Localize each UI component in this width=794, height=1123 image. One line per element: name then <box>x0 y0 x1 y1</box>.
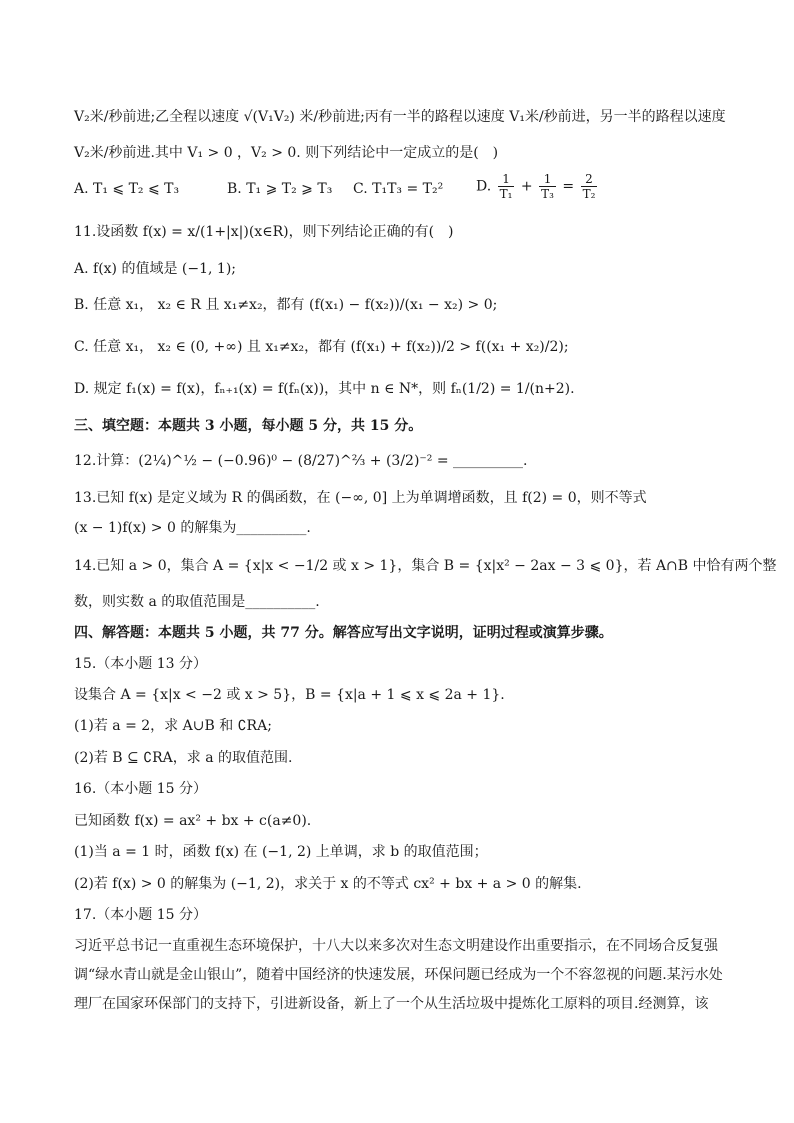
q16-heading: 16.（本小题 15 分） <box>74 781 207 797</box>
q10-continuation-line-1: V₂米/秒前进;乙全程以速度 √(V₁V₂) 米/秒前进;丙有一半的路程以速度 V₁米/秒前进，另一半的路程以速度 <box>74 109 726 125</box>
q10-option-b: B. T₁ ⩾ T₂ ⩾ T₃ <box>227 181 333 197</box>
q11-option-c: C. 任意 x₁， x₂ ∈ (0, +∞) 且 x₁≠x₂，都有 (f(x₁) + f(x₂))/2 > f((x₁ + x₂)/2); <box>74 339 569 355</box>
q11-stem: 11.设函数 f(x) = x/(1+|x|)(x∈R)，则下列结论正确的有( ) <box>74 224 454 240</box>
section-4-heading: 四、解答题：本题共 5 小题，共 77 分。解答应写出文字说明，证明过程或演算步骤。 <box>74 625 613 641</box>
q10-option-d-prefix: D. <box>476 178 492 195</box>
q10-option-c: C. T₁T₃ = T₂² <box>353 181 444 197</box>
q10-continuation-line-2: V₂米/秒前进.其中 V₁ > 0 ，V₂ > 0. 则下列结论中一定成立的是( ) <box>74 145 499 161</box>
q16-part-1: (1)当 a = 1 时，函数 f(x) 在 (−1, 2) 上单调，求 b 的取值范围； <box>74 844 488 860</box>
q17-body: 习近平总书记一直重视生态环境保护，十八大以来多次对生态文明建设作出重要指示，在不同场合反复强调“绿水青山就是金山银山”，随着中国经济的快速发展，环保问题已经成为一个不容忽视的问题.某污水处理厂在国家环保部门的支持下，引进新设备，新上了一个从生活垃圾中提炼化工原料的项目.经测算，该 <box>74 938 723 1012</box>
q14-line-2: 数，则实数 a 的取值范围是__________. <box>74 594 320 610</box>
q15-heading: 15.（本小题 13 分） <box>74 656 207 672</box>
q16-part-2: (2)若 f(x) > 0 的解集为 (−1, 2)，求关于 x 的不等式 cx² + bx + a > 0 的解集. <box>74 876 582 892</box>
q12: 12.计算：(2¼)^½ − (−0.96)⁰ − (8/27)^⅔ + (3/2)⁻² = __________. <box>74 453 528 469</box>
fraction: $\frac{1}{\text{T₃}}$ <box>541 172 554 201</box>
q10-options <box>74 172 724 208</box>
q16-stem: 已知函数 f(x) = ax² + bx + c(a≠0). <box>74 813 312 829</box>
q10-option-a: A. T₁ ⩽ T₂ ⩽ T₃ <box>74 181 180 197</box>
q15-stem: 设集合 A = {x|x < −2 或 x > 5}，B = {x|a + 1 ⩽ x ⩽ 2a + 1}. <box>74 687 505 703</box>
q13-line-2: (x − 1)f(x) > 0 的解集为__________. <box>74 520 311 536</box>
fraction: $\frac{1}{\text{T₁}}$ <box>499 172 513 201</box>
q15-part-2: (2)若 B ⊆ ∁RA，求 a 的取值范围. <box>74 750 293 766</box>
q10-option-d: D. $\frac{1}{\text{T₁}}$ + $\frac{1}{\text{T₃}}$ = $\frac{2}{\text{T₂}}$ <box>476 172 596 201</box>
q11-option-a: A. f(x) 的值域是 (−1, 1); <box>74 261 236 277</box>
q14-line-1: 14.已知 a > 0，集合 A = {x|x < −1/2 或 x > 1}，集合 B = {x|x² − 2ax − 3 ⩽ 0}，若 A∩B 中恰有两个整 <box>74 558 777 574</box>
section-3-heading: 三、填空题：本题共 3 小题，每小题 5 分，共 15 分。 <box>74 418 423 434</box>
q17-heading: 17.（本小题 15 分） <box>74 907 207 923</box>
fraction: $\frac{2}{\text{T₂}}$ <box>582 172 596 201</box>
q11-option-b: B. 任意 x₁， x₂ ∈ R 且 x₁≠x₂，都有 (f(x₁) − f(x₂))/(x₁ − x₂) > 0; <box>74 297 498 313</box>
q15-part-1: (1)若 a = 2，求 A∪B 和 ∁RA; <box>74 718 272 734</box>
q11-option-d: D. 规定 f₁(x) = f(x)，fₙ₊₁(x) = f(fₙ(x))，其中 n ∈ N*，则 fₙ(1/2) = 1/(n+2). <box>74 381 575 397</box>
q13-line-1: 13.已知 f(x) 是定义域为 R 的偶函数，在 (−∞, 0] 上为单调增函数，且 f(2) = 0，则不等式 <box>74 490 647 506</box>
